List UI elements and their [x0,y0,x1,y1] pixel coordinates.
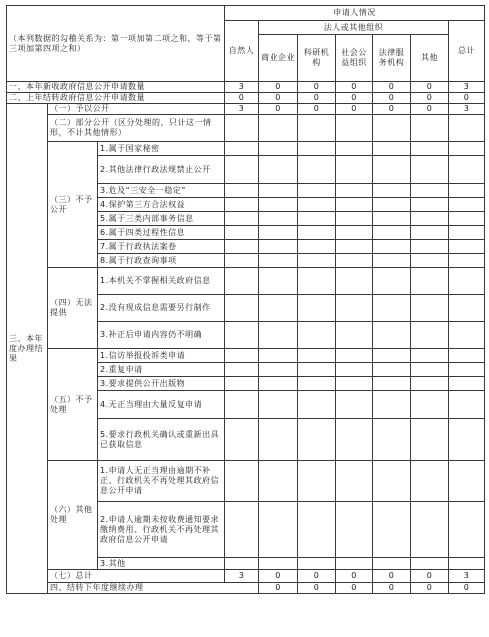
group-3-label: （三）不予公开 [48,142,98,268]
cell-value [259,461,298,502]
cell-value [298,349,336,363]
cell-value [373,391,411,419]
statistics-grid [6,5,485,594]
cell-value: 0 [449,583,485,594]
cell-value: 0 [373,570,411,583]
cell-value [449,391,485,419]
cell-value [373,115,411,142]
cell-value [373,212,411,226]
cell-value [449,198,485,212]
cell-value [336,184,373,198]
cell-value [298,198,336,212]
cell-value [336,461,373,502]
cell-value [259,142,298,156]
cell-value [298,226,336,240]
table-row [7,349,485,363]
col-commercial-enterprise: 商业企业 [259,35,298,82]
row-label: 1.信访举报投诉类申请 [98,349,225,363]
header-note: （本列数据的勾稽关系为：第一项加第二项之和，等于第三项加第四项之和） [7,6,225,82]
cell-value [373,268,411,295]
cell-value: 0 [336,570,373,583]
cell-value [336,240,373,254]
cell-value [411,502,449,558]
cell-value [298,419,336,461]
cell-value: 0 [336,583,373,594]
cell-value [298,268,336,295]
cell-value [449,268,485,295]
cell-value: 0 [373,104,411,115]
cell-value [411,419,449,461]
cell-value [373,419,411,461]
cell-value [225,226,259,240]
cell-value [259,295,298,322]
cell-value [259,322,298,349]
cell-value [225,322,259,349]
cell-value [298,254,336,268]
row-label: 一、本年新收政府信息公开申请数量 [7,82,225,93]
cell-value [373,363,411,377]
row-label: 5.属于三类内部事务信息 [98,212,225,226]
cell-value: 0 [411,82,449,93]
row-label: 5.要求行政机关确认或重新出具已获取信息 [98,419,225,461]
cell-value [373,240,411,254]
cell-value: 0 [259,82,298,93]
cell-value [373,461,411,502]
cell-value: 0 [411,104,449,115]
cell-value [259,184,298,198]
cell-value [373,142,411,156]
cell-value: 0 [259,104,298,115]
cell-value [225,212,259,226]
cell-value [336,156,373,184]
cell-value [336,419,373,461]
cell-value [298,363,336,377]
cell-value: 0 [259,583,298,594]
cell-value [298,295,336,322]
cell-value [336,391,373,419]
row-label: 3.要求提供公开出版物 [98,377,225,391]
cell-value [411,254,449,268]
cell-value [411,184,449,198]
cell-value: 3 [225,104,259,115]
cell-value [259,558,298,570]
cell-value [259,115,298,142]
row-label: 1.本机关不掌握相关政府信息 [98,268,225,295]
cell-value [449,349,485,363]
header-legal-entity-group: 法人或其他组织 [259,21,449,35]
group-5-label: （五）不予处理 [48,349,98,461]
cell-value [225,268,259,295]
cell-value [298,184,336,198]
cell-value [336,349,373,363]
cell-value [411,363,449,377]
cell-value [259,240,298,254]
cell-value: 0 [411,570,449,583]
cell-value [449,254,485,268]
cell-value [225,115,259,142]
cell-value [225,254,259,268]
cell-value [336,377,373,391]
row-label: 2.重复申请 [98,363,225,377]
cell-value [336,268,373,295]
cell-value [449,377,485,391]
cell-value [336,142,373,156]
cell-value [259,377,298,391]
cell-value [449,115,485,142]
cell-value [225,391,259,419]
col-other: 其他 [411,35,449,82]
cell-value [225,156,259,184]
cell-value: 0 [373,583,411,594]
cell-value [298,558,336,570]
cell-value: 0 [411,583,449,594]
row-label: 四、结转下年度继续办理 [48,583,259,594]
table-row [7,461,485,502]
row-label: （二）部分公开（区分处理的，只计这一情形，不计其他情形） [48,115,225,142]
row-label: （一）予以公开 [48,104,225,115]
cell-value [336,254,373,268]
cell-value: 0 [298,570,336,583]
col-legal-service-org: 法律服务机构 [373,35,411,82]
cell-value [411,295,449,322]
cell-value [336,295,373,322]
table-row [7,115,485,142]
cell-value [411,212,449,226]
cell-value [225,142,259,156]
cell-value [259,502,298,558]
cell-value [259,349,298,363]
table-row [7,93,485,104]
row-label: 3.补正后申请内容仍不明确 [98,322,225,349]
cell-value [298,391,336,419]
table-row [7,570,485,583]
cell-value [298,156,336,184]
row-label: 二、上年结转政府信息公开申请数量 [7,93,225,104]
cell-value [336,198,373,212]
table-row [7,583,485,594]
row-label: 2.申请人逾期未按收费通知要求缴纳费用、行政机关不再处理其政府信息公开申请 [98,502,225,558]
cell-value [449,502,485,558]
cell-value [411,322,449,349]
cell-value [449,461,485,502]
row-label: 2.没有现成信息需要另行制作 [98,295,225,322]
cell-value [373,254,411,268]
cell-value [225,184,259,198]
cell-value [225,363,259,377]
cell-value [225,377,259,391]
header-applicant-status: 申请人情况 [225,6,485,21]
cell-value [336,226,373,240]
cell-value [336,322,373,349]
row-label: 8.属于行政查询事项 [98,254,225,268]
cell-value [259,254,298,268]
cell-value [298,115,336,142]
col-public-welfare-org: 社会公益组织 [336,35,373,82]
cell-value [298,212,336,226]
cell-value: 0 [298,104,336,115]
cell-value [336,363,373,377]
cell-value: 0 [336,82,373,93]
row-label: （七）总计 [48,570,225,583]
cell-value [373,156,411,184]
cell-value [449,419,485,461]
cell-value [336,558,373,570]
cell-value [225,295,259,322]
cell-value [449,558,485,570]
cell-value [411,226,449,240]
cell-value [225,461,259,502]
cell-value [225,198,259,212]
cell-value [298,142,336,156]
cell-value [259,212,298,226]
row-label: 6.属于四类过程性信息 [98,226,225,240]
cell-value [298,322,336,349]
cell-value [449,363,485,377]
cell-value: 3 [449,82,485,93]
cell-value [411,377,449,391]
cell-value [225,240,259,254]
cell-value: 3 [449,570,485,583]
cell-value [449,240,485,254]
cell-value: 0 [298,583,336,594]
cell-value: 0 [373,93,411,104]
cell-value: 0 [336,93,373,104]
cell-value [411,240,449,254]
table-row [7,104,485,115]
cell-value: 3 [449,104,485,115]
cell-value [336,212,373,226]
cell-value [298,377,336,391]
cell-value [225,558,259,570]
cell-value: 0 [298,82,336,93]
table-row [7,268,485,295]
disclosure-statistics-table [6,5,485,594]
cell-value [449,295,485,322]
cell-value [411,156,449,184]
cell-value [411,558,449,570]
cell-value [411,461,449,502]
row-label: 2.其他法律行政法规禁止公开 [98,156,225,184]
cell-value [336,115,373,142]
cell-value [411,115,449,142]
cell-value [298,240,336,254]
cell-value [411,349,449,363]
col-research-institution: 科研机构 [298,35,336,82]
row-label: 4.保护第三方合法权益 [98,198,225,212]
cell-value [449,156,485,184]
cell-value [373,322,411,349]
cell-value [259,226,298,240]
cell-value [373,502,411,558]
cell-value [449,184,485,198]
cell-value [225,419,259,461]
cell-value [449,226,485,240]
cell-value [373,184,411,198]
row-label: 4.无正当理由大量反复申请 [98,391,225,419]
row-label: 3.其他 [98,558,225,570]
cell-value [373,558,411,570]
group-4-label: （四）无法提供 [48,268,98,349]
table-row [7,82,485,93]
cell-value [411,142,449,156]
cell-value [373,349,411,363]
cell-value [259,198,298,212]
row-label: 1.属于国家秘密 [98,142,225,156]
cell-value: 0 [259,93,298,104]
cell-value [411,198,449,212]
cell-value: 0 [298,93,336,104]
cell-value [225,349,259,363]
cell-value: 0 [411,93,449,104]
cell-value: 0 [336,104,373,115]
cell-value [259,156,298,184]
cell-value [298,502,336,558]
cell-value: 0 [449,93,485,104]
cell-value [449,322,485,349]
cell-value [259,391,298,419]
cell-value [449,142,485,156]
cell-value [373,226,411,240]
cell-value [259,363,298,377]
cell-value: 3 [225,82,259,93]
cell-value [259,419,298,461]
cell-value [373,377,411,391]
col-natural-person: 自然人 [225,21,259,82]
cell-value [225,502,259,558]
cell-value [411,391,449,419]
cell-value [298,461,336,502]
cell-value [259,268,298,295]
row-label: 3.危及“三安全一稳定” [98,184,225,198]
cell-value [373,295,411,322]
cell-value: 3 [225,570,259,583]
section-3-label: 三、本年度办理结果 [7,104,48,594]
row-label: 7.属于行政执法案卷 [98,240,225,254]
cell-value: 0 [373,82,411,93]
group-6-label: （六）其他处理 [48,461,98,570]
cell-value [373,198,411,212]
cell-value [449,212,485,226]
cell-value [336,502,373,558]
cell-value: 0 [259,570,298,583]
row-label: 1.申请人无正当理由逾期不补正、行政机关不再处理其政府信息公开申请 [98,461,225,502]
col-total: 总计 [449,21,485,82]
cell-value: 0 [225,93,259,104]
cell-value [411,268,449,295]
table-row [7,142,485,156]
